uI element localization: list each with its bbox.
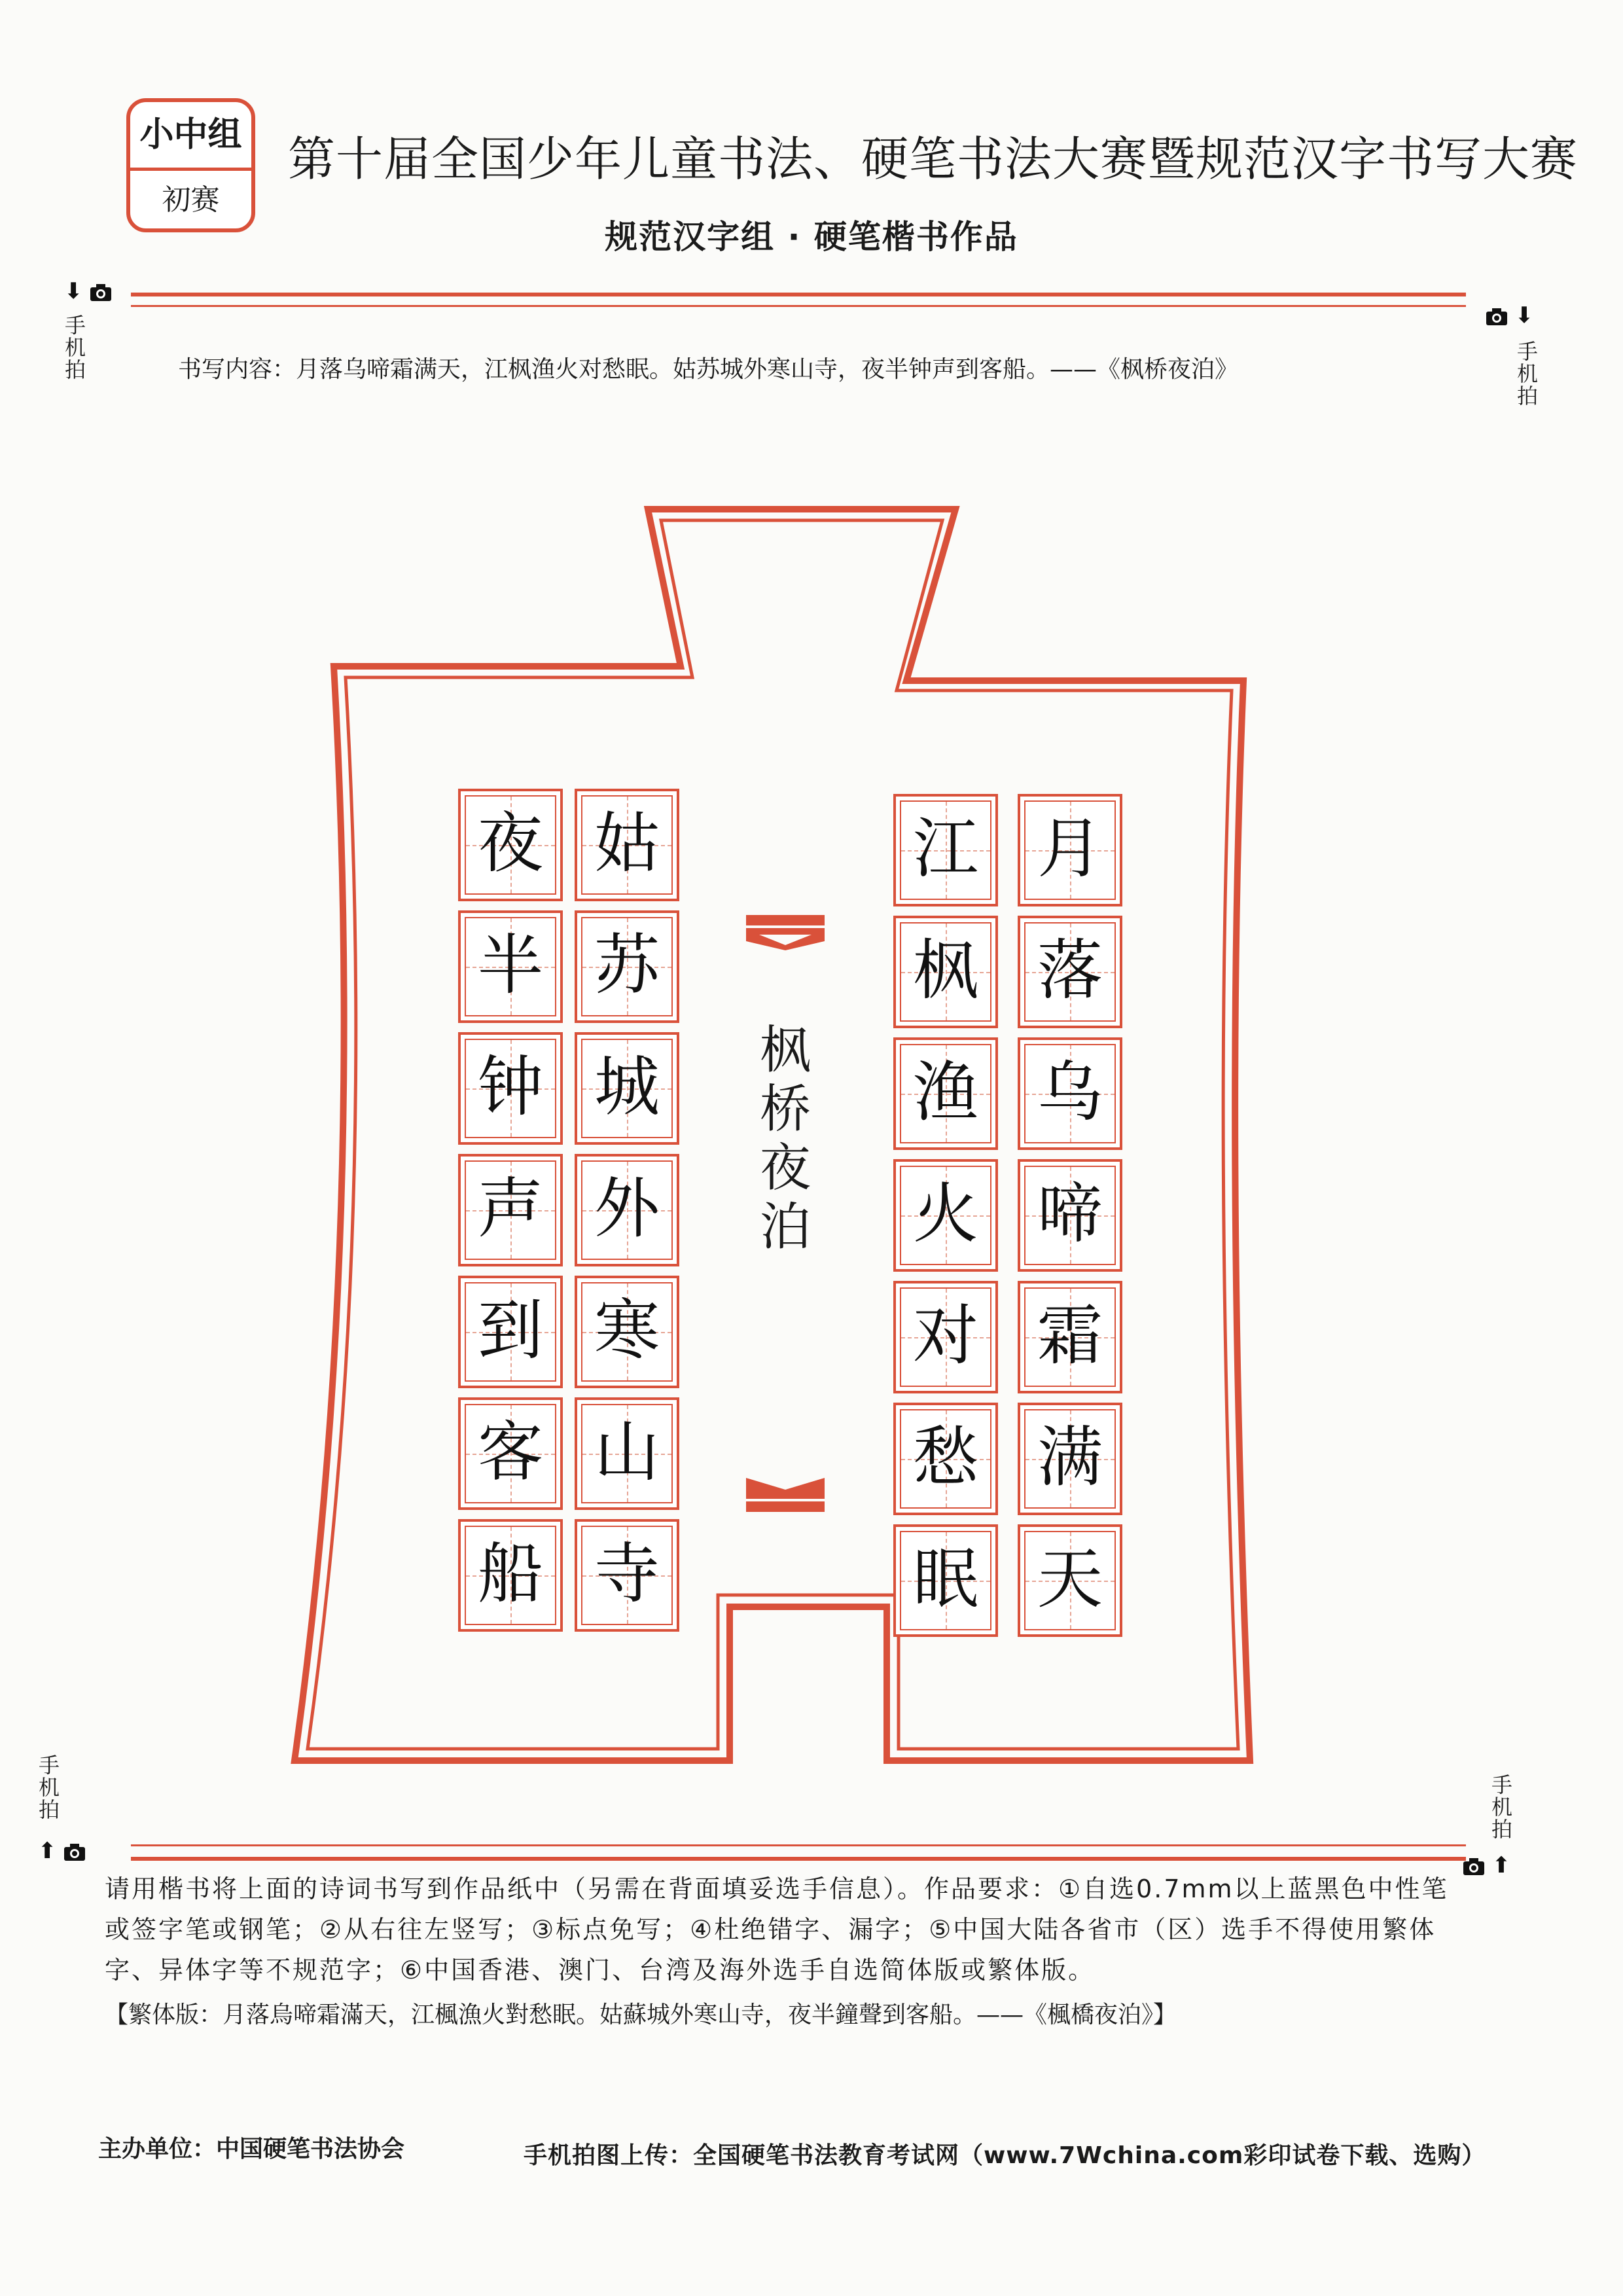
grid-cell bbox=[1018, 1037, 1122, 1150]
organizer: 主办单位：中国硬笔书法协会 bbox=[98, 2136, 405, 2162]
title-marker-bottom bbox=[746, 1478, 825, 1512]
grid-cell bbox=[575, 1519, 679, 1632]
camera-mark-bottom-right bbox=[1463, 1852, 1510, 1878]
grid-character: 声 bbox=[478, 1170, 543, 1247]
grid-cell bbox=[458, 910, 563, 1023]
grid-character: 寒 bbox=[594, 1292, 660, 1369]
grid-cell bbox=[893, 1037, 998, 1150]
camera-mark-bottom-left bbox=[38, 1838, 86, 1864]
grid-cell bbox=[458, 1276, 563, 1388]
grid-cell bbox=[893, 1403, 998, 1515]
grid-character: 枫 bbox=[913, 932, 978, 1009]
grid-cell bbox=[1018, 1281, 1122, 1393]
group-label: 小中组 bbox=[130, 102, 251, 171]
grid-character: 渔 bbox=[913, 1054, 978, 1130]
grid-cell bbox=[1018, 1403, 1122, 1515]
camera-icon bbox=[63, 1843, 86, 1861]
camera-label-top-left: 手机拍 bbox=[64, 313, 86, 382]
bottom-rule bbox=[131, 1857, 1466, 1861]
grid-cell bbox=[575, 910, 679, 1023]
writing-content: 书写内容：月落乌啼霜满天，江枫渔火对愁眠。姑苏城外寒山寺，夜半钟声到客船。——《枫桥夜泊》 bbox=[178, 356, 1239, 383]
title-marker-top bbox=[746, 915, 825, 950]
grid-character: 苏 bbox=[594, 927, 660, 1003]
grid-cell bbox=[575, 1154, 679, 1266]
arrow-down-icon: ⬇ bbox=[1514, 302, 1534, 329]
grid-character: 江 bbox=[913, 810, 978, 887]
grid-cell bbox=[458, 1154, 563, 1266]
grid-cell bbox=[575, 1276, 679, 1388]
grid-character: 乌 bbox=[1037, 1054, 1103, 1130]
grid-cell bbox=[575, 1032, 679, 1145]
grid-cell bbox=[458, 1397, 563, 1510]
grid-cell bbox=[458, 1032, 563, 1145]
poem-title: 枫桥夜泊 bbox=[759, 1021, 811, 1257]
grid-character: 愁 bbox=[913, 1419, 978, 1496]
stage-label: 初赛 bbox=[162, 183, 220, 217]
grid-character: 山 bbox=[594, 1414, 660, 1490]
grid-character: 啼 bbox=[1037, 1175, 1103, 1252]
grid-cell bbox=[893, 916, 998, 1028]
grid-character: 姑 bbox=[594, 805, 660, 882]
grid-character: 半 bbox=[478, 927, 543, 1003]
grid-cell bbox=[1018, 916, 1122, 1028]
grid-character: 火 bbox=[913, 1175, 978, 1252]
grid-cell bbox=[893, 1524, 998, 1637]
grid-cell bbox=[893, 1281, 998, 1393]
arrow-up-icon: ⬆ bbox=[1491, 1852, 1511, 1878]
grid-character: 对 bbox=[913, 1297, 978, 1374]
upload-info: 手机拍图上传：全国硬笔书法教育考试网（www.7Wchina.com彩印试卷下载、选购） bbox=[524, 2142, 1486, 2169]
camera-label-top-right: 手机拍 bbox=[1516, 339, 1538, 408]
camera-label-bottom-right: 手机拍 bbox=[1491, 1772, 1512, 1842]
grid-character: 外 bbox=[594, 1170, 660, 1247]
camera-icon bbox=[1463, 1857, 1485, 1876]
traditional-version: 【繁体版：月落烏啼霜滿天，江楓漁火對愁眠。姑蘇城外寒山寺，夜半鐘聲到客船。——《楓橋夜泊》】 bbox=[105, 2001, 1177, 2028]
arrow-up-icon: ⬆ bbox=[38, 1838, 57, 1864]
grid-character: 客 bbox=[478, 1414, 543, 1490]
grid-character: 天 bbox=[1037, 1541, 1103, 1617]
grid-character: 霜 bbox=[1037, 1297, 1103, 1374]
grid-cell bbox=[458, 1519, 563, 1632]
camera-label-bottom-left: 手机拍 bbox=[38, 1753, 60, 1822]
grid-cell bbox=[1018, 1159, 1122, 1272]
grid-cell bbox=[1018, 1524, 1122, 1637]
grid-cell bbox=[575, 789, 679, 901]
grid-cell bbox=[893, 1159, 998, 1272]
instructions: 请用楷书将上面的诗词书写到作品纸中（另需在背面填妥选手信息）。作品要求：①自选0.7mm以上蓝黑色中性笔或签字笔或钢笔；②从右往左竖写；③标点免写；④杜绝错字、漏字；⑤中国大陆各省市（区）选手不得使用繁体字、异体字等不规范字；⑥中国香港、澳门、台湾及海外选手自选简体版或繁体版。 bbox=[105, 1874, 1449, 1984]
grid-character: 满 bbox=[1037, 1419, 1103, 1496]
grid-character: 城 bbox=[594, 1049, 660, 1125]
grid-character: 寺 bbox=[594, 1535, 660, 1612]
arrow-down-icon: ⬇ bbox=[64, 278, 83, 304]
grid-character: 落 bbox=[1037, 932, 1103, 1009]
grid-character: 到 bbox=[478, 1292, 543, 1369]
page-title: 第十届全国少年儿童书法、硬笔书法大赛暨规范汉字书写大赛 bbox=[288, 132, 1578, 187]
bottom-rule-thin bbox=[131, 1844, 1466, 1846]
grid-cell bbox=[893, 794, 998, 906]
grid-character: 船 bbox=[478, 1535, 543, 1612]
page-subtitle: 规范汉字组 · 硬笔楷书作品 bbox=[605, 218, 1018, 256]
grid-character: 眠 bbox=[913, 1541, 978, 1617]
grid-cell bbox=[458, 789, 563, 901]
grid-character: 月 bbox=[1037, 810, 1103, 887]
grid-character: 夜 bbox=[478, 805, 543, 882]
grid-character: 钟 bbox=[478, 1049, 543, 1125]
grid-cell bbox=[575, 1397, 679, 1510]
grid-cell bbox=[1018, 794, 1122, 906]
